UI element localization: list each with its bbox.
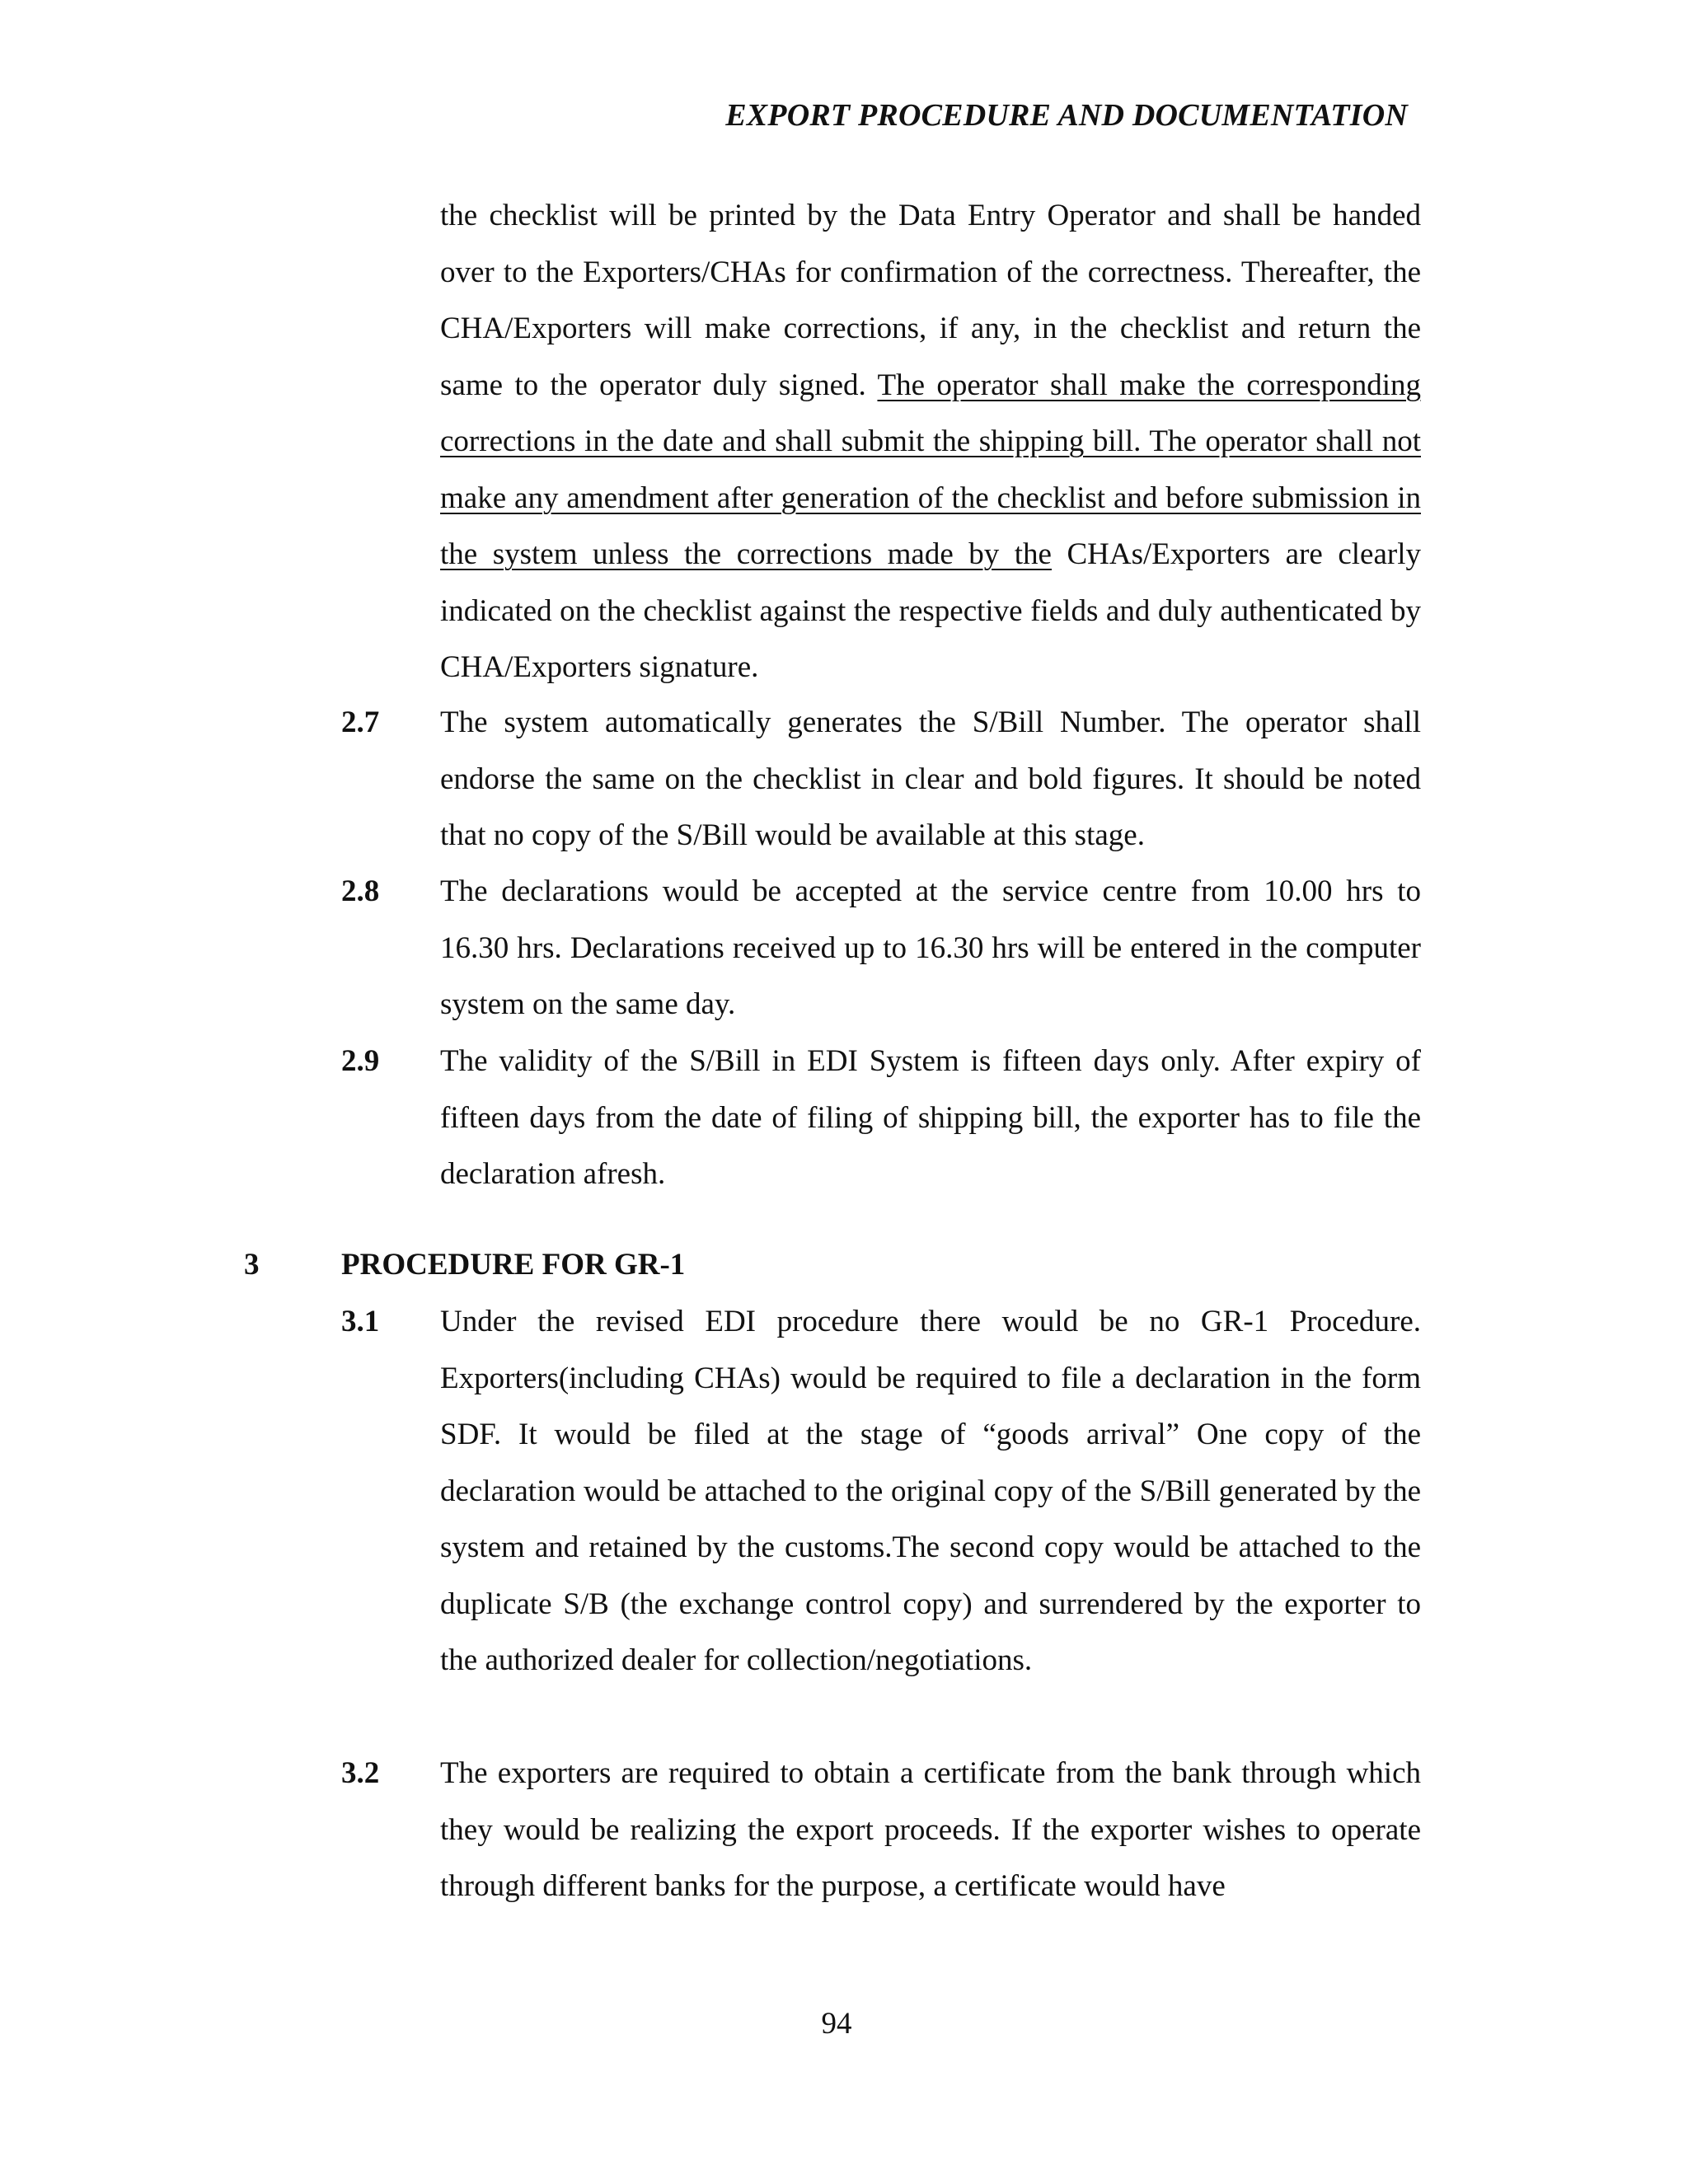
item-paragraph: The system automatically generates the S/Bill Number. The operator shall endorse the same on the checklist in clear and bold figures. It should be noted that no copy of the S/Bill would be available at this stage. bbox=[440, 705, 1421, 852]
item-paragraph: The validity of the S/Bill in EDI System is fifteen days only. After expiry of fifteen days from the date of filing of shipping bill, the exporter has to file the declaration afresh. bbox=[440, 1044, 1421, 1191]
underlined-passage: The operator shall make the corresponding corrections in the date and shall submit the shipping bill. The operator shall not make any amendment after generation of the checklist and before submission in the system unless the corrections made by the bbox=[440, 368, 1421, 571]
item-number: 3.1 bbox=[341, 1305, 380, 1338]
item-paragraph: The declarations would be accepted at the service centre from 10.00 hrs to 16.30 hrs. Declarations received up to 16.30 hrs will be entered in the computer system on the same day. bbox=[440, 874, 1421, 1021]
item-paragraph: The exporters are required to obtain a certificate from the bank through which they would be realizing the export proceeds. If the exporter wishes to operate through different banks for the purpose, a certificate would have bbox=[440, 1756, 1421, 1903]
section-number: 3 bbox=[244, 1248, 260, 1282]
item-number: 3.2 bbox=[341, 1756, 380, 1790]
item-number: 2.9 bbox=[341, 1044, 380, 1078]
continuation-paragraph bbox=[440, 188, 1421, 696]
running-header: EXPORT PROCEDURE AND DOCUMENTATION bbox=[725, 98, 1408, 133]
item-number: 2.8 bbox=[341, 874, 380, 908]
section-title: PROCEDURE FOR GR-1 bbox=[341, 1248, 686, 1282]
item-number: 2.7 bbox=[341, 705, 380, 739]
item-paragraph: Under the revised EDI procedure there would be no GR-1 Procedure. Exporters(including CHAs) would be required to file a declaration in the form SDF. It would be filed at the stage of “goods arrival” One copy of the declaration would be attached to the original copy of the S/Bill generated by the system and retained by the customs.The second copy would be attached to the duplicate S/B (the exchange control copy) and surrendered by the exporter to the authorized dealer for collection/negotiations. bbox=[440, 1305, 1421, 1677]
continuation-text-2: CHAs/Exporters are clearly indicated on the checklist against the respective fields and duly authenticated by CHA/Exporters signature. bbox=[440, 537, 1421, 684]
continuation-text-1: the checklist will be printed by the Data Entry Operator and shall be handed over to the Exporters/CHAs for confirmation of the correctness. Thereafter, the CHA/Exporters will make corrections, if any, in the checklist and return the same to the operator duly signed. bbox=[440, 199, 1421, 402]
page-number: 94 bbox=[821, 2007, 852, 2041]
